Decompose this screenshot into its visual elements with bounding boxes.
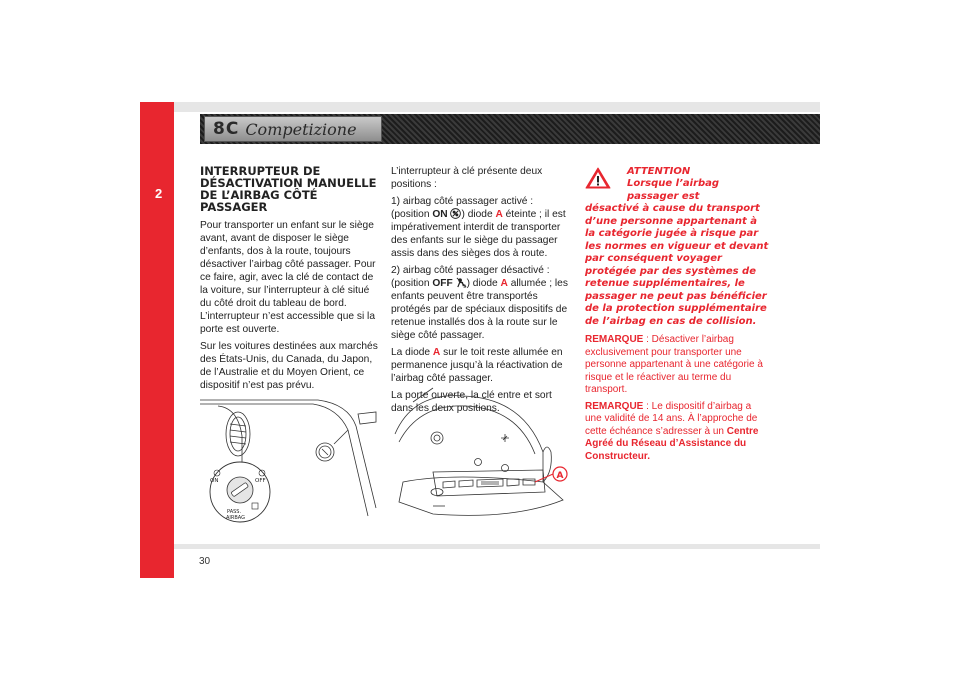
paragraph: La diode A sur le toit reste allumée en permanence jusqu’à la réactivation de l’airbag côté passager. [391,347,563,384]
top-rule [174,102,820,112]
paragraph: Sur les voitures destinées aux marchés des États-Unis, du Canada, du Japon, de l’Australie et du Moyen Orient, ce dispositif n’est pas prévu. [200,341,378,391]
list-item-1: 1) airbag côté passager activé : (position ON ) diode A éteinte ; il est impérativement interdit de transporter des enfants sur le siège du passager assis dans des sièges dos à route. [391,196,566,259]
column-3 [585,165,770,467]
svg-text:2: 2 [462,283,466,288]
section-heading: INTERRUPTEUR DE DÉSACTIVATION MANUELLE DE L’AIRBAG CÔTÉ PASSAGER [200,164,377,214]
warning-title: ATTENTION [627,166,691,177]
remark-2: REMARQUE : Le dispositif d’airbag a une validité de 14 ans. À l’approche de cette échéance s’adresser à un Centre Agréé du Réseau d’Assistance du Constructeur. [585,400,759,462]
page-number: 30 [199,556,211,567]
chapter-number: 2 [155,186,163,201]
paragraph-intro: L’interrupteur à clé présente deux positions : [391,166,543,190]
warning-text: Lorsque l’airbag passager est désactivé à cause du transport d’une personne appartenant à la catégorie jugée à risque par les normes en vigueur et devant par conséquent voyager protégée par des systèmes de retenue supplémentaires, le passager ne peut pas bénéficier de la protection supplémentaire de l’airbag en cas de collision. [585,178,769,327]
logo-model: 8C [213,119,240,139]
switch-off-label: OFF [255,478,266,484]
figure-airbag-key-switch [198,396,378,524]
column-2 [391,165,571,419]
bottom-rule [174,544,820,549]
warning-triangle-icon [585,167,611,189]
airbag-off-icon [456,277,467,288]
paragraph: La porte ouverte, la clé entre et sort dans les deux positions. [391,390,552,414]
switch-pass-label: PASS. [227,509,242,515]
remark-1: REMARQUE : Désactiver l’airbag exclusivement pour transporter une personne appartenant à une catégorie à risque et le réactiver au terme du transport. [585,334,763,395]
warning-block [585,165,770,328]
brand-logo [204,116,382,142]
switch-airbag-label: AIRBAG [226,515,246,521]
chapter-side-bar [140,102,174,578]
column-1 [200,165,380,396]
switch-on-label: ON [210,478,219,484]
figure-roof-console [393,382,571,530]
list-item-2: 2) airbag côté passager désactivé : (position OFF 2 ) diode A allumée ; les enfants peuvent être transportés protégés par de spéciaux dispositifs de retenue installés dos à la route sur le siège côté passager. [391,265,568,341]
paragraph: Pour transporter un enfant sur le siège avant, avant de disposer le siège d’enfants, dos à la route, toujours désactiver l’airbag côté passager. Pour ce faire, agir, avec la clé de contact de la voiture, sur l’interrupteur à clé situé du côté droit du tableau de bord. L’interrupteur n’est accessible que si la porte est ouverte. [200,220,376,335]
airbag-on-icon [450,208,461,219]
logo-script: Competizione [245,119,357,139]
callout-a-label: A [556,471,564,481]
